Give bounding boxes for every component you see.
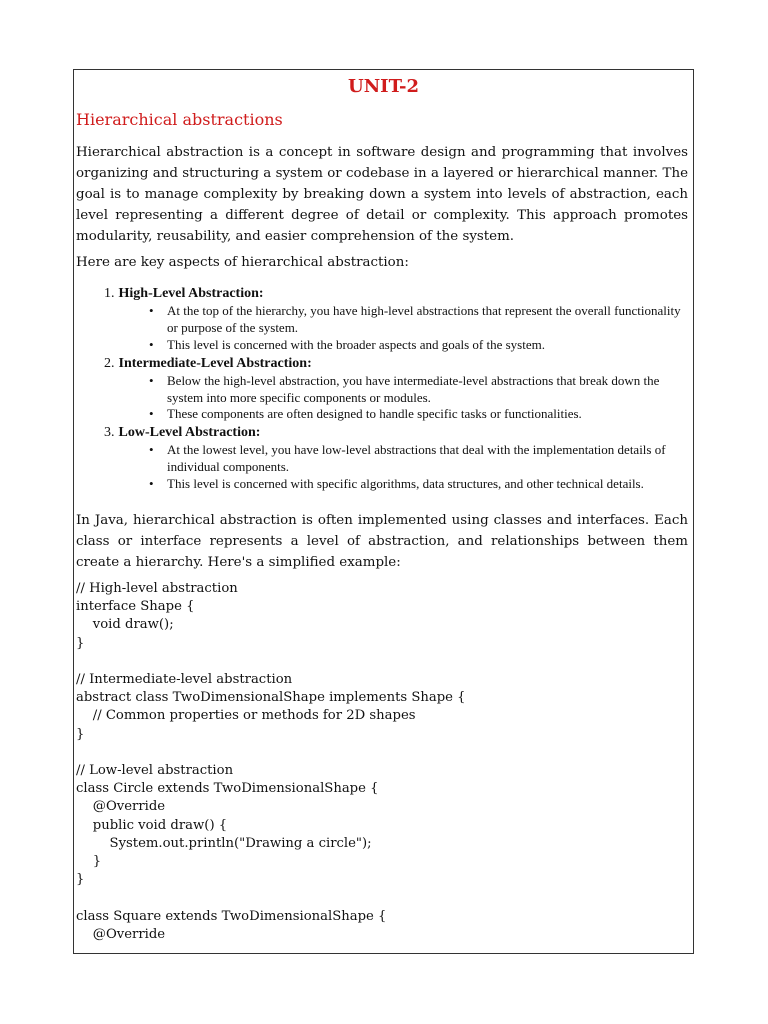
bullet-item: [149, 302, 689, 336]
bullet-text: At the lowest level, you have low-level abstractions that deal with the implementation details of individual components.: [167, 442, 666, 474]
bullet-item: [149, 475, 689, 492]
java-paragraph: In Java, hierarchical abstraction is often implemented using classes and interfaces. Each class or interface represents a level of abstraction, and relationships between them create a hierarchy. Here's a simplified example:: [76, 513, 688, 570]
bullet-icon: •: [149, 442, 154, 457]
bullet-text: At the top of the hierarchy, you have high-level abstractions that represent the overall functionality or purpose of the system.: [167, 303, 681, 335]
aspect-title-intermediate: [104, 356, 312, 372]
bullet-icon: •: [149, 337, 154, 352]
aspect-title-high: [104, 286, 264, 302]
bullet-item: [149, 441, 689, 475]
unit-title: UNIT-2: [348, 76, 419, 97]
bullet-text: Below the high-level abstraction, you have intermediate-level abstractions that break down the system into more specific components or modules.: [167, 373, 660, 405]
aspect-number: 1.: [104, 286, 115, 301]
bullet-icon: •: [149, 373, 154, 388]
bullet-icon: •: [149, 476, 154, 491]
document-page: [73, 69, 694, 954]
aspect-number: 2.: [104, 356, 115, 371]
bullet-text: This level is concerned with the broader aspects and goals of the system.: [167, 337, 545, 352]
intro-paragraph: Hierarchical abstraction is a concept in software design and programming that involves organizing and structuring a system or codebase in a layered or hierarchical manner. The goal is to manage complexity by breaking down a system into levels of abstraction, each level representing a different degree of detail or complexity. This approach promotes modularity, reusability, and easier comprehension of the system.: [76, 145, 688, 244]
bullet-text: This level is concerned with specific algorithms, data structures, and other technical details.: [167, 476, 644, 491]
bullet-item: [149, 336, 689, 353]
bullet-text: These components are often designed to handle specific tasks or functionalities.: [167, 406, 582, 421]
bullet-item: [149, 405, 689, 422]
lead-sentence: Here are key aspects of hierarchical abstraction:: [76, 255, 409, 270]
code-block: // High-level abstraction interface Shape { void draw(); } // Intermediate-level abstraction abstract class TwoDimensionalShape implements Shape { // Common properties or methods for 2D shapes } // Low-level abstraction class Circle extends TwoDimensionalShape { @Override public void draw() { System.out.println("Drawing a circle"); } } class Square extends TwoDimensionalShape { @Override: [76, 581, 466, 942]
section-heading: Hierarchical abstractions: [76, 110, 283, 129]
aspect-label: High-Level Abstraction:: [118, 286, 264, 301]
bullet-item: [149, 372, 689, 406]
aspect-title-low: [104, 425, 260, 441]
bullet-icon: •: [149, 303, 154, 318]
aspect-label: Low-Level Abstraction:: [118, 425, 261, 440]
bullet-icon: •: [149, 406, 154, 421]
aspect-label: Intermediate-Level Abstraction:: [118, 356, 312, 371]
aspect-number: 3.: [104, 425, 115, 440]
